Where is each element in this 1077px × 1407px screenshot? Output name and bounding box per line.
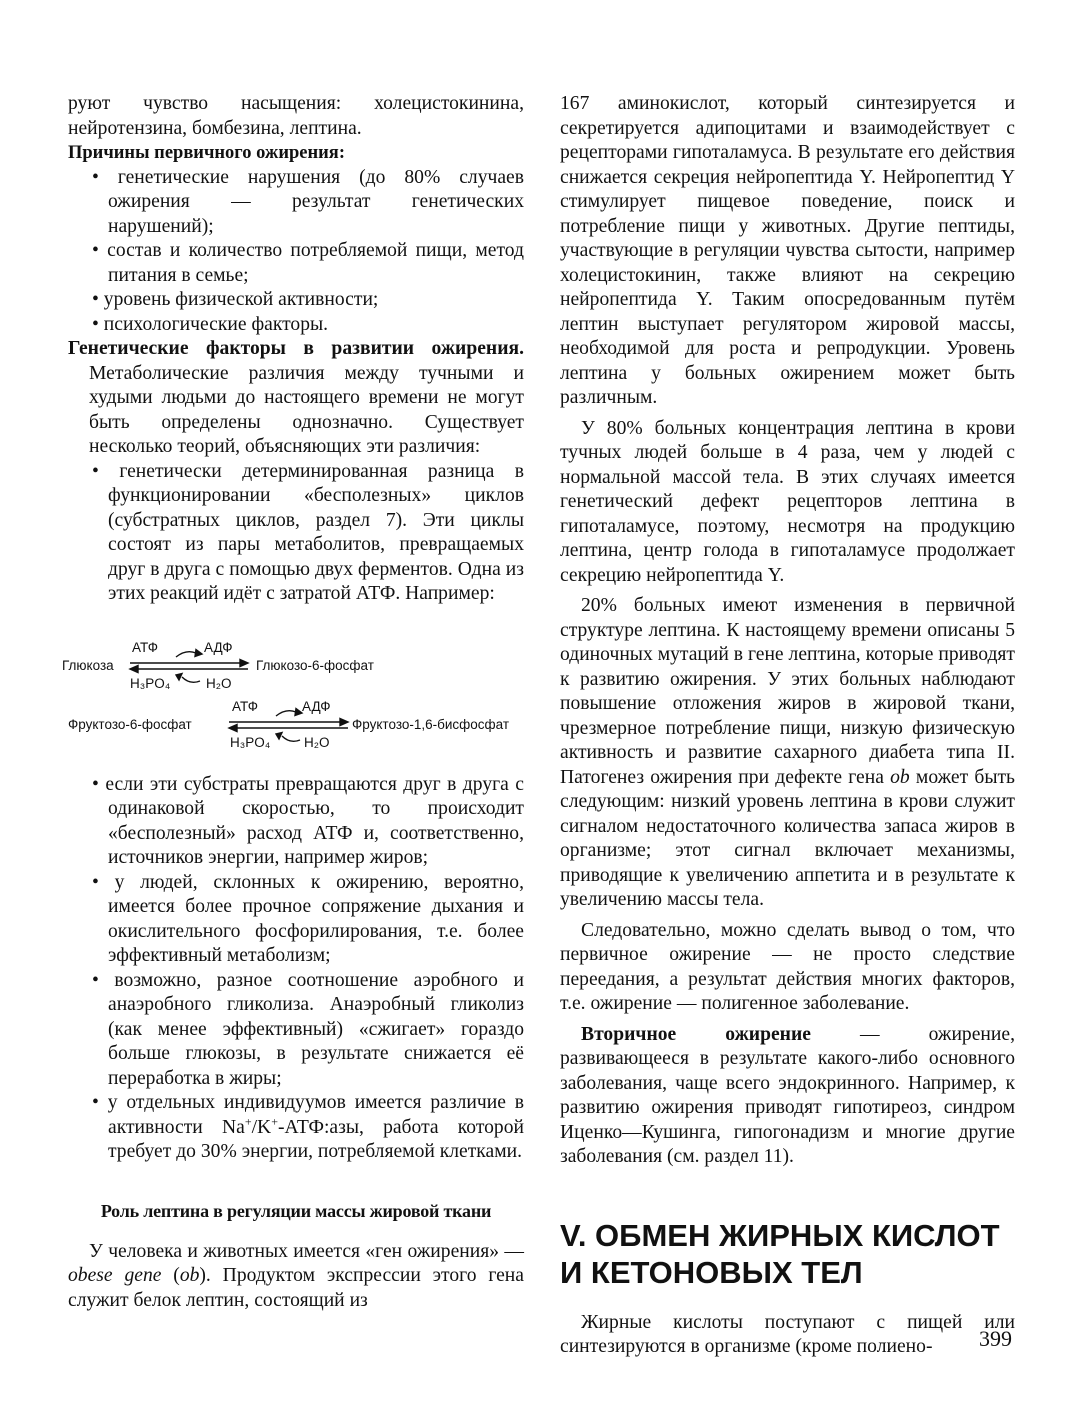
fructose-6-phosphate-label: Фруктозо-6-фосфат bbox=[68, 716, 192, 732]
glucose-label: Глюкоза bbox=[62, 657, 114, 673]
list-item: • психологические факторы. bbox=[68, 313, 524, 338]
genetic-factors-heading: Генетические факторы в развитии ожирения. bbox=[68, 338, 524, 359]
reaction-scheme bbox=[62, 613, 524, 763]
paragraph: У 80% больных концентрация лептина в крови тучных людей больше в 4 раза, чем у людей с нормальной массой тела. В этих случаях имеется генетический дефект рецепторов лептина в гипоталамусе, поэтому, несмотря на продукцию лептина, центр голода в гипоталамусе продолжает секрецию нейропептида Y. bbox=[560, 417, 1015, 586]
paragraph: Жирные кислоты поступают с пищей или синтезируются в организме (кроме полиено- bbox=[560, 1311, 1015, 1357]
paragraph: 167 аминокислот, который синтезируется и секретируется адипоцитами и взаимодействует с рецепторами гипоталамуса. В результате его действия снижается секреция нейропептида Y. Нейропептид Y стимулирует пищевое поведение, поиск и потребление пищи у животных. Другие пептиды, участвующие в регуляции чувства сытости, например холецистокинин, также влияют на секрецию нейропептида Y. Таким опосредованным путём лептин выступает регулятором жировой массы, необходимой для роста и репродукции. Уровень лептина у больных ожирением может быть различным. bbox=[560, 93, 1015, 408]
list-item: • у людей, склонных к ожирению, вероятно, имеется более прочное сопряжение дыхания и окислительного фосфорилирования, т.е. более эффективный метаболизм; bbox=[68, 871, 524, 969]
leptin-paragraph: У человека и животных имеется «ген ожирения» — obese gene (ob). Продуктом экспрессии этого гена служит белок лептин, состоящий из bbox=[68, 1240, 524, 1311]
glucose-6-phosphate-label: Глюкозо-6-фосфат bbox=[256, 657, 374, 673]
secondary-obesity-paragraph: Вторичное ожирение — ожирение, развивающееся в результате какого-либо основного заболевания, чаще всего эндокринного. Например, к развитию ожирения приводят гипотиреоз, синдром Иценко—Кушинга, гипогонадизм и многие другие заболевания (см. раздел 11). bbox=[560, 1023, 1015, 1167]
leptin-section-heading: Роль лептина в регуляции массы жировой ткани bbox=[100, 1200, 492, 1221]
list-item: • у отдельных индивидуумов имеется различие в активности Na+/K+-АТФ:азы, работа которой требует до 30% энергии, потребляемой клетками. bbox=[68, 1091, 524, 1165]
water-label: H₂O bbox=[206, 675, 232, 691]
list-item: • уровень физической активности; bbox=[68, 288, 524, 313]
paragraph: руют чувство насыщения: холецистокинина, нейротензина, бомбезина, лептина. bbox=[68, 93, 524, 139]
obese-gene-term: obese gene bbox=[68, 1265, 162, 1286]
left-column bbox=[62, 92, 525, 1313]
list-item: • генетические нарушения (до 80% случаев ожирения — результат генетических нарушений); bbox=[68, 166, 524, 240]
atp-label: АТФ bbox=[132, 639, 159, 655]
phosphate-label: H₃PO₄ bbox=[130, 675, 171, 691]
primary-obesity-causes-heading: Причины первичного ожирения: bbox=[68, 143, 345, 163]
paragraph: 20% больных имеют изменения в первичной структуре лептина. К настоящему времени описаны 5 одиночных мутаций в гене лептина, которые приводят к развитию ожирения. У этих больных наблюдают повышение отложения жиров в жировой ткани, чрезмерное потребление пищи, низкую физическую активность и развитие сахарного диабета типа II. Патогенез ожирения при дефекте гена ob может быть следующим: низкий уровень лептина в крови служит сигналом недостаточного количества запаса жиров в организме; этот сигнал включает механизмы, приводящие к увеличению аппетита и в результате к увеличению массы тела. bbox=[560, 595, 1015, 910]
genetic-factors-text: Метаболические различия между тучными и худыми людьми до настоящего времени не могут быть определены однозначно. Существует несколько теорий, объясняющих эти различия: bbox=[89, 362, 524, 457]
atp-label: АТФ bbox=[232, 698, 259, 714]
adp-label: АДФ bbox=[204, 639, 233, 655]
phosphate-label: H₃PO₄ bbox=[230, 734, 271, 750]
fructose-bisphosphate-label: Фруктозо-1,6-бисфосфат bbox=[352, 716, 510, 732]
paragraph: Следовательно, можно сделать вывод о том, что первичное ожирение — не просто следствие переедания, а результат действия многих факторов, т.е. ожирение — полигенное заболевание. bbox=[560, 919, 1015, 1014]
right-column bbox=[560, 92, 1015, 1360]
list-item: • состав и количество потребляемой пищи, метод питания в семье; bbox=[68, 239, 524, 288]
chapter-heading: V. ОБМЕН ЖИРНЫХ КИСЛОТ И КЕТОНОВЫХ ТЕЛ bbox=[560, 1217, 1000, 1290]
secondary-obesity-term: Вторичное ожирение bbox=[581, 1023, 811, 1045]
page-number: 399 bbox=[979, 1326, 1012, 1351]
list-item: • возможно, разное соотношение аэробного и анаэробного гликолиза. Анаэробный гликолиз (как менее эффективный) «сжигает» гораздо больше глюкозы, в результате снижается её переработка в жиры; bbox=[68, 969, 524, 1092]
genetic-factors-paragraph bbox=[68, 337, 524, 460]
adp-label: АДФ bbox=[302, 698, 331, 714]
water-label: H₂O bbox=[304, 734, 330, 750]
list-item: • генетически детерминированная разница в функционировании «бесполезных» циклов (субстратных циклов, раздел 7). Эти циклы состоят из пары метаболитов, превращаемых друг в друга с помощью двух ферментов. Одна из этих реакций идёт с затратой АТФ. Например: bbox=[68, 460, 524, 607]
list-item: • если эти субстраты превращаются друг в друга с одинаковой скоростью, то происходит «бесполезный» расход АТФ и, соответственно, источников энергии, например жиров; bbox=[68, 773, 524, 871]
